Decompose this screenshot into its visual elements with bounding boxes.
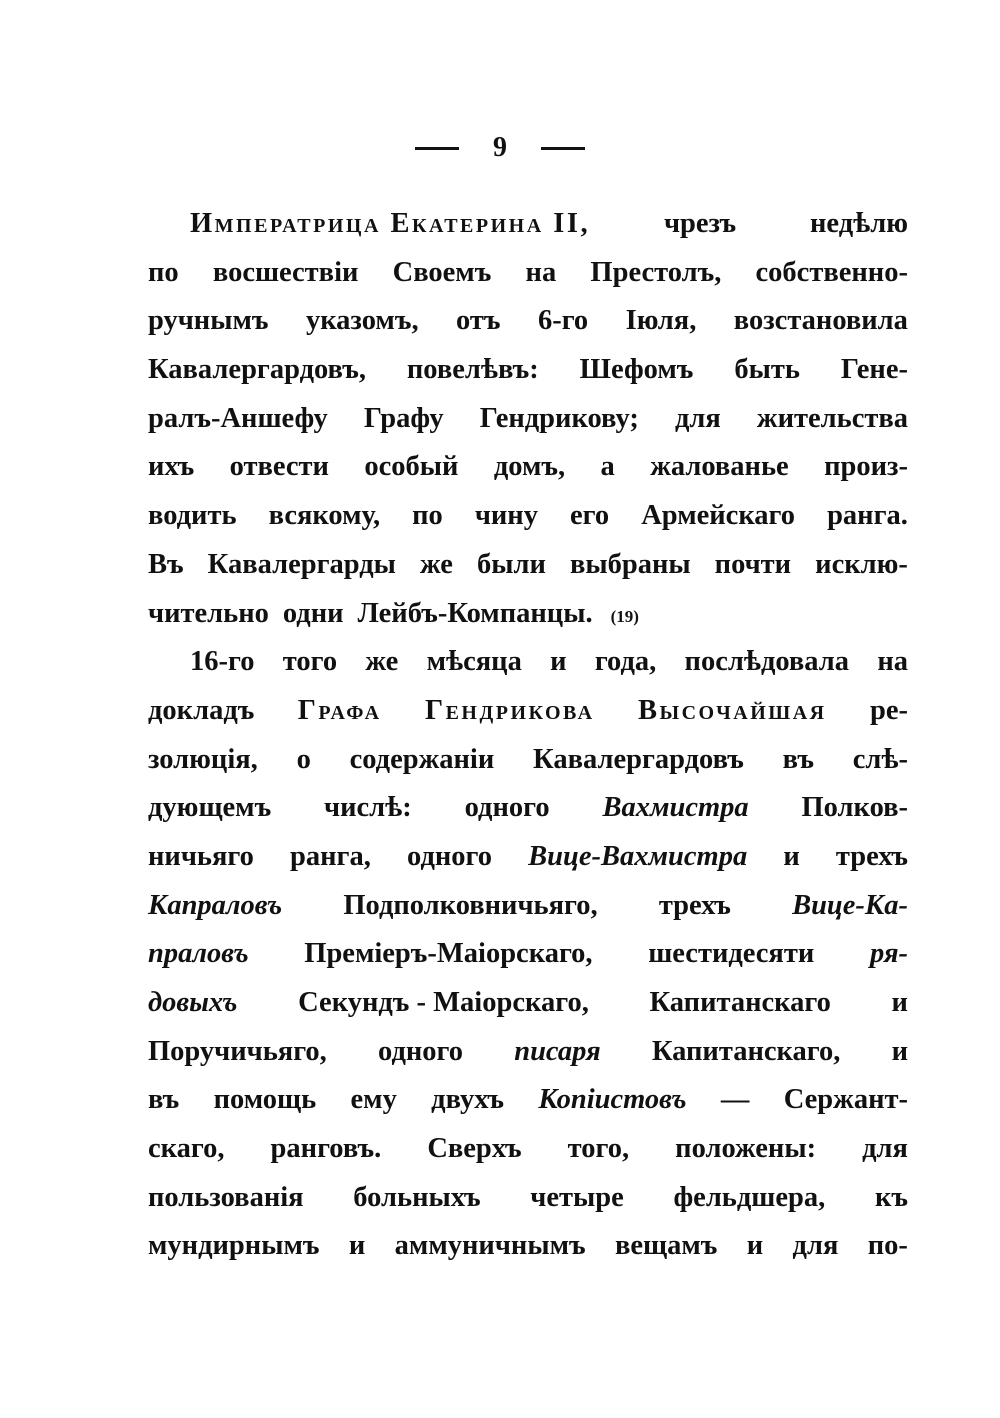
text-line	[148, 297, 908, 346]
text-line	[148, 687, 908, 736]
word: ря-	[869, 938, 908, 970]
word: для	[862, 1133, 908, 1165]
text-line	[148, 200, 908, 249]
word: водить	[148, 500, 237, 532]
text-line	[148, 443, 908, 492]
word: повелѣвъ:	[406, 354, 539, 386]
word: Капитанскаго,	[651, 1035, 841, 1067]
text-line	[148, 1076, 908, 1125]
word: того,	[567, 1133, 630, 1165]
text-line	[148, 346, 908, 395]
word: Капраловъ	[148, 889, 283, 921]
word: почти	[714, 548, 792, 580]
word: Армейскаго	[641, 500, 796, 532]
text-line	[148, 1028, 908, 1077]
word: восшествіи	[212, 256, 359, 288]
word: Высочайшая	[637, 694, 827, 726]
word: были	[476, 548, 546, 580]
word: Императрица Екатерина II,	[190, 208, 591, 239]
word: года,	[594, 646, 657, 678]
word: Преміеръ-Маіорскаго,	[304, 938, 593, 970]
word: Въ	[148, 548, 184, 580]
word: Престолъ,	[590, 256, 722, 288]
word: пользованія	[148, 1181, 304, 1213]
page-header	[0, 128, 1000, 168]
word: числѣ:	[324, 792, 412, 824]
word: чину	[474, 500, 538, 532]
word: ничьяго	[148, 840, 254, 872]
word: а	[600, 451, 615, 483]
text-line	[148, 638, 908, 687]
word: особый	[364, 451, 459, 483]
word: того	[282, 646, 338, 678]
text-line	[148, 736, 908, 785]
word: праловъ	[148, 938, 249, 970]
word: Сержант-	[783, 1084, 908, 1116]
word: Поручичьяго,	[148, 1035, 327, 1067]
word: вещамъ	[614, 1230, 718, 1262]
word: быть	[734, 354, 800, 386]
word: его	[570, 500, 610, 532]
word: Копіистовъ	[538, 1084, 687, 1116]
word: аммуничнымъ	[394, 1230, 586, 1262]
word: жалованье	[650, 451, 789, 483]
word: отъ	[456, 305, 501, 337]
page-number: 9	[493, 132, 507, 163]
word: золюція,	[148, 743, 258, 775]
word: Графу	[363, 402, 444, 434]
word: слѣ-	[852, 743, 908, 775]
word: ранга.	[827, 500, 908, 532]
word: послѣдовала	[684, 646, 850, 678]
text-line	[148, 784, 908, 833]
word: возстановила	[733, 305, 908, 337]
word: мѣсяца	[426, 646, 522, 678]
word: выбраны	[569, 548, 691, 580]
text-line	[148, 541, 908, 590]
word: исклю-	[815, 548, 908, 580]
word: всякому,	[268, 500, 381, 532]
word: —	[720, 1084, 750, 1116]
word: четыре	[530, 1181, 624, 1213]
word: скаго,	[148, 1133, 225, 1165]
word: собственно-	[755, 256, 908, 288]
word: и	[891, 1035, 908, 1067]
word: же	[365, 646, 399, 678]
word: Секундъ - Маіорскаго,	[298, 987, 589, 1018]
text-line: чительно одни Лейбъ-Компанцы. (19)	[148, 590, 908, 639]
word: на	[525, 256, 557, 288]
word: 6-го	[537, 305, 589, 337]
word: довыхъ	[148, 987, 238, 1018]
text-line	[148, 833, 908, 882]
word: ре-	[870, 694, 908, 726]
word: Подполковничьяго,	[343, 889, 598, 921]
word: Кавалергарды	[207, 548, 396, 580]
word: ему	[350, 1084, 397, 1116]
word: двухъ	[431, 1084, 505, 1116]
text-line	[148, 249, 908, 298]
text-line	[148, 979, 908, 1028]
word: жительства	[756, 402, 908, 434]
word: по-	[867, 1230, 908, 1262]
word: для	[792, 1230, 839, 1262]
text-line	[148, 1174, 908, 1223]
word: дующемъ	[148, 792, 272, 824]
word: въ	[782, 743, 814, 775]
word: Лейбъ-Компанцы.	[357, 597, 593, 629]
word: больныхъ	[353, 1181, 481, 1213]
header-dash-left	[415, 147, 459, 150]
word: и	[550, 646, 567, 678]
word: шестидесяти	[648, 938, 815, 970]
word: о	[296, 743, 311, 775]
text-line	[148, 882, 908, 931]
word: одного	[464, 792, 550, 824]
word: одного	[378, 1035, 464, 1067]
word: къ	[874, 1181, 908, 1213]
word: на	[877, 646, 908, 678]
word: ралъ-Аншефу	[148, 402, 328, 434]
word: Графа	[297, 694, 382, 726]
word: недѣлю	[810, 208, 908, 239]
word: Іюля,	[625, 305, 697, 337]
word: Капитанскаго	[649, 987, 831, 1018]
word: Гене-	[840, 354, 908, 386]
text-line	[148, 1125, 908, 1174]
word: трехъ	[658, 889, 731, 921]
word: и	[348, 1230, 366, 1262]
word: Кавалергардовъ,	[148, 354, 366, 386]
header-dash-right	[541, 147, 585, 150]
text-line	[148, 1222, 908, 1271]
word: ихъ	[148, 451, 195, 483]
word: произ-	[824, 451, 908, 483]
word: по	[412, 500, 443, 532]
text-line	[148, 492, 908, 541]
word: Гендрикову;	[479, 402, 639, 434]
word: домъ,	[493, 451, 566, 483]
word: указомъ,	[305, 305, 419, 337]
word: чрезъ	[663, 208, 737, 239]
word: отвести	[229, 451, 329, 483]
word: докладъ	[148, 694, 255, 726]
word: для	[674, 402, 721, 434]
text-line	[148, 930, 908, 979]
word: Полков-	[801, 792, 908, 824]
word: и	[746, 1230, 764, 1262]
body-text	[148, 200, 908, 1271]
word: по	[148, 256, 179, 288]
word: одни	[282, 597, 344, 629]
word: положены:	[675, 1133, 817, 1165]
word: Вахмистра	[602, 792, 749, 824]
word: Вице-Ка-	[792, 889, 908, 921]
word: писаря	[514, 1035, 601, 1067]
text-line	[148, 395, 908, 444]
word: и	[891, 987, 908, 1018]
word: ручнымъ	[148, 305, 269, 337]
word: Вице-Вахмистра	[528, 840, 748, 872]
word: фельдшера,	[673, 1181, 826, 1213]
word: содержаніи	[349, 743, 495, 775]
word: же	[419, 548, 453, 580]
word: Шефомъ	[579, 354, 694, 386]
word: Сверхъ	[427, 1133, 522, 1165]
word: одного	[407, 840, 493, 872]
word: въ	[148, 1084, 180, 1116]
word: трехъ	[835, 840, 908, 872]
word: ранговъ.	[270, 1133, 382, 1165]
word: ранга,	[290, 840, 371, 872]
word: Кавалергардовъ	[533, 743, 744, 775]
word: мундирнымъ	[148, 1230, 320, 1262]
word: 16-го	[190, 646, 255, 678]
word: Своемъ	[392, 256, 492, 288]
word: чительно	[148, 597, 269, 629]
word: и	[783, 840, 800, 872]
word: помощь	[213, 1084, 317, 1116]
word: Гендрикова	[424, 694, 595, 726]
